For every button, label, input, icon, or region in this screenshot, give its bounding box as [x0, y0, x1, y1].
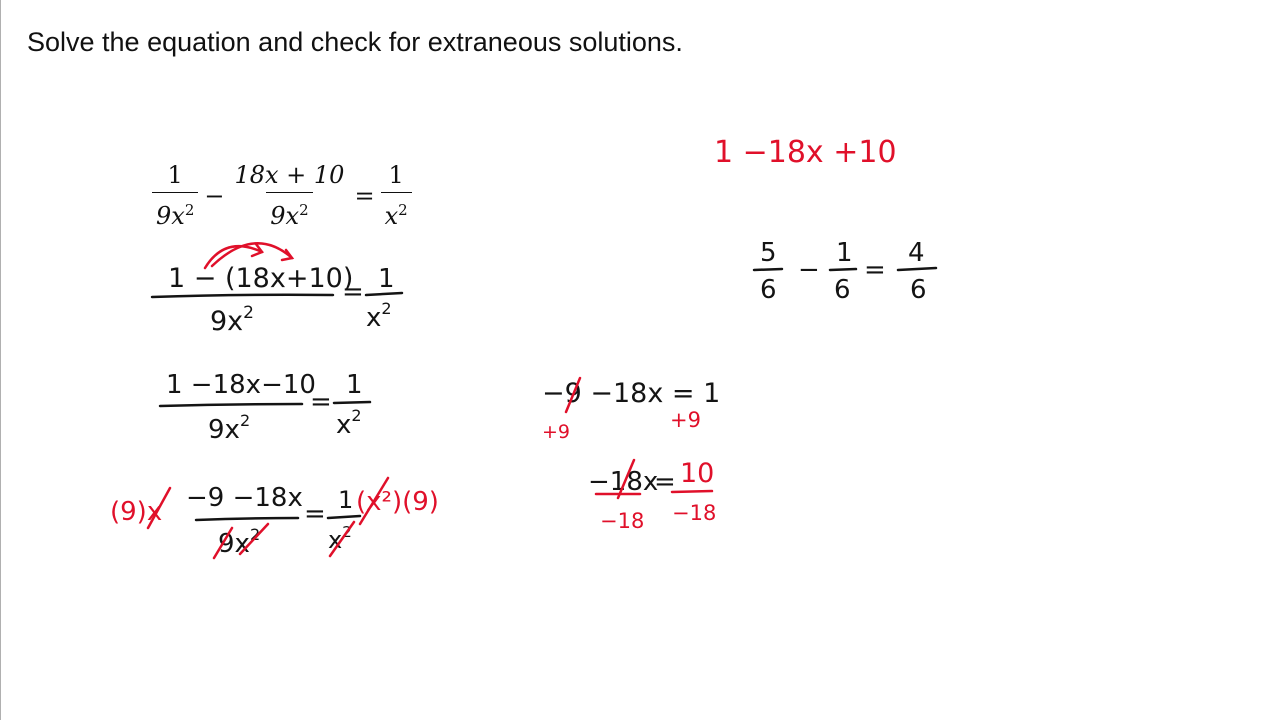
fraction-2-numerator: 18x + 10 — [234, 161, 345, 189]
step3-left-multiplier: (9)x — [110, 497, 163, 527]
fraction-3-denominator-text: x — [384, 202, 399, 230]
step3-rhs-numerator: 1 — [338, 486, 354, 514]
step3-equals: = — [304, 499, 326, 529]
step3-rhs-denominator — [328, 523, 352, 554]
step2-rhs-denominator — [336, 406, 362, 440]
step1-denominator-text: 9x — [210, 306, 244, 337]
check-denominator-3: 6 — [910, 275, 927, 305]
step1-rhs-numerator: 1 — [378, 264, 395, 294]
check-equals: = — [864, 255, 886, 285]
step2-denominator-text: 9x — [208, 415, 240, 445]
check-denominator-1: 6 — [760, 275, 777, 305]
fraction-1-denominator-text: 9x — [156, 202, 185, 230]
solve-step-1: −9 −18x = 1 — [542, 378, 721, 409]
step1-numerator: 1 − (18x+10) — [168, 263, 354, 294]
step1-rhs-denominator-text: x — [366, 303, 382, 333]
step1-rhs-fraction-bar — [366, 293, 402, 295]
minus-sign: − — [204, 181, 225, 210]
step1-equals: = — [342, 277, 364, 307]
step2-equals: = — [310, 387, 332, 417]
equals-sign: = — [354, 181, 375, 210]
solve-step-2-equals: = — [654, 467, 676, 497]
step2-denominator — [208, 411, 250, 445]
check-numerator-1: 5 — [760, 238, 777, 268]
fraction-3-numerator: 1 — [388, 161, 404, 189]
step2-rhs-fraction-bar — [334, 402, 370, 403]
solve-step-2-rhs: 10 — [680, 458, 715, 489]
step3-denominator-text: 9x — [218, 529, 250, 559]
step2-fraction-bar — [160, 404, 302, 406]
step2-numerator: 1 −18x−10 — [166, 370, 316, 400]
fraction-3-exponent: 2 — [398, 201, 408, 219]
step3-fraction-bar — [196, 518, 298, 520]
check-numerator-2: 1 — [836, 238, 853, 268]
solve-step-2-lhs: −18x — [588, 467, 659, 497]
add-nine-right: +9 — [670, 408, 701, 432]
step3-rhs-denominator-text: x — [328, 526, 343, 554]
step1-denominator — [210, 303, 254, 337]
problem-prompt: Solve the equation and check for extraneous solutions. — [27, 27, 683, 57]
check-numerator-3: 4 — [908, 238, 925, 268]
divide-right: −18 — [672, 501, 717, 525]
step3-rhs-denominator-exponent: 2 — [342, 523, 352, 541]
red-note-expression: 1 −18x +10 — [714, 135, 897, 170]
fraction-1-numerator: 1 — [167, 161, 183, 189]
check-fraction-bar-1 — [754, 269, 782, 270]
check-minus: − — [798, 255, 820, 285]
fraction-2-denominator-text: 9x — [270, 202, 300, 230]
step3-right-multiplier: (x²)(9) — [356, 487, 439, 517]
step2-rhs-denominator-text: x — [336, 410, 352, 440]
check-fraction-bar-3 — [898, 268, 936, 270]
step2-denominator-exponent: 2 — [239, 411, 251, 430]
step3-denominator-exponent: 2 — [249, 525, 261, 544]
fraction-1-exponent: 2 — [184, 201, 195, 219]
step2-rhs-numerator: 1 — [346, 370, 363, 400]
step1-rhs-denominator — [366, 299, 392, 333]
step1-rhs-denominator-exponent: 2 — [381, 299, 392, 318]
step1-denominator-exponent: 2 — [243, 303, 254, 323]
step3-numerator: −9 −18x — [186, 483, 303, 513]
divide-left: −18 — [600, 509, 645, 533]
step2-rhs-denominator-exponent: 2 — [351, 406, 362, 425]
fraction-2-exponent: 2 — [299, 201, 309, 219]
divide-right-bar — [672, 491, 712, 492]
check-denominator-2: 6 — [834, 275, 851, 305]
step1-fraction-bar — [152, 295, 333, 297]
check-fraction-bar-2 — [830, 269, 856, 270]
add-nine-left: +9 — [542, 421, 571, 443]
